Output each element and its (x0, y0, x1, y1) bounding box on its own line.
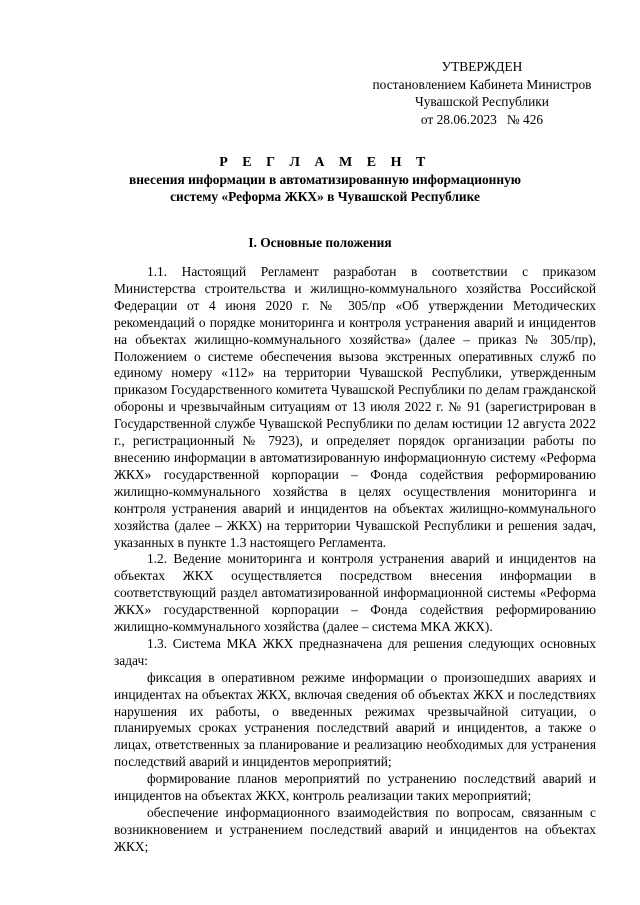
task-item-recording: фиксация в оперативном режиме информации о произошедших авариях и инцидентах на объектах ЖКХ, включая сведения об объектах ЖКХ и последствиях нарушения их работы, о введенных режимах чрезвычайной ситуации, о планируемых сроках устранения последствий аварий и инцидентов, а также о лицах, ответственных за планирование и реализацию необходимых для устранения последствий аварий и инцидентов мероприятий; (114, 669, 596, 770)
document-body (114, 264, 596, 856)
document-subtitle-line-2: систему «Реформа ЖКХ» в Чувашской Республике (170, 189, 480, 204)
task-item-interaction: обеспечение информационного взаимодействия по вопросам, связанным с возникновением и устранением последствий аварий и инцидентов на объектах ЖКХ; (114, 805, 596, 854)
paragraph-1-2: 1.2. Ведение мониторинга и контроля устранения аварий и инцидентов на объектах ЖКХ осуществляется посредством внесения информации в соответствующий раздел автоматизированной информационной системы «Реформа ЖКХ» государственной корпорации – Фонда содействия реформированию жилищно-коммунального хозяйства (далее – система МКА ЖКХ). (114, 551, 596, 635)
task-item-planning: формирование планов мероприятий по устранению последствий аварий и инцидентов на объектах ЖКХ, контроль реализации таких мероприятий; (114, 771, 596, 804)
approval-authority: постановлением Кабинета Министров (372, 76, 592, 92)
approval-region: Чувашской Республики (415, 94, 549, 109)
approval-title: УТВЕРЖДЕН (441, 59, 523, 74)
document-title: Р Е Г Л А М Е Н Т (219, 155, 431, 170)
approval-stamp (362, 58, 602, 128)
document-header (120, 154, 530, 205)
paragraph-1-3: 1.3. Система МКА ЖКХ предназначена для решения следующих основных задач: (114, 635, 596, 668)
paragraph-1-1: 1.1. Настоящий Регламент разработан в соответствии с приказом Министерства строительства и жилищно-коммунального хозяйства Российской Федерации от 4 июня 2020 г. № 305/пр «Об утверждении Методических рекомендаций о порядке мониторинга и контроля устранения аварий и инцидентов на объектах жилищно-коммунального хозяйства» (далее – приказ № 305/пр), Положением о системе обеспечения вызова экстренных оперативных служб по единому номеру «112» на территории Чувашской Республики, утвержденным приказом Государственного комитета Чувашской Республики по делам гражданской обороны и чрезвычайным ситуациям от 13 июля 2022 г. № 91 (зарегистрирован в Государственной службе Чувашской Республики по делам юстиции 12 августа 2022 г., регистрационный № 7923), и определяет порядок организации работы по внесению информации в автоматизированную информационную систему «Реформа ЖКХ» государственной корпорации – Фонда содействия реформированию жилищно-коммунального хозяйства в целях осуществления мониторинга и контроля устранения аварий и инцидентов на объектах жилищно-коммунального хозяйства (далее – ЖКХ) на территории Чувашской Республики и решения задач, указанных в пункте 1.3 настоящего Регламента. (114, 264, 596, 550)
approval-date-number: от 28.06.2023 № 426 (420, 111, 544, 127)
document-subtitle-line-1: внесения информации в автоматизированную информационную (128, 172, 522, 187)
section-heading: I. Основные положения (248, 235, 392, 250)
